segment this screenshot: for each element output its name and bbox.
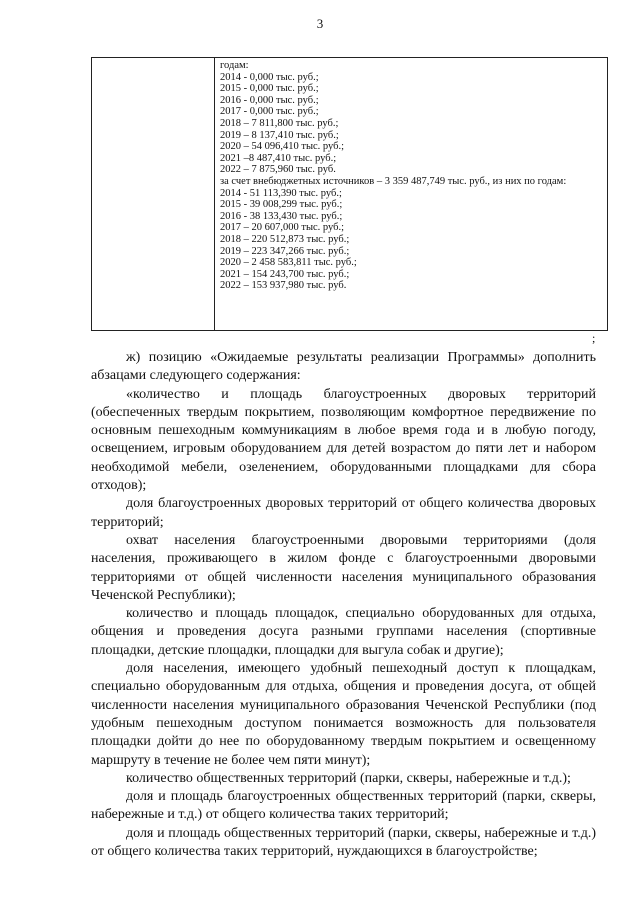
cell-line: 2016 - 38 133,430 тыс. руб.;: [220, 210, 343, 222]
trailing-semicolon: ;: [592, 331, 596, 345]
cell-line: 2015 - 39 008,299 тыс. руб.;: [220, 199, 343, 211]
cell-line: 2019 – 8 137,410 тыс. руб.;: [220, 129, 339, 141]
cell-line: 2016 - 0,000 тыс. руб.;: [220, 94, 319, 106]
cell-line: 2014 - 51 113,390 тыс. руб.;: [220, 187, 342, 199]
paragraph: доля благоустроенных дворовых территорий от общего количества дворовых территорий;: [91, 496, 596, 530]
paragraph: доля и площадь общественных территорий (парки, скверы, набережные и т.д.) от общего количества таких территорий, нуждающихся в благоустройстве;: [91, 825, 596, 860]
paragraph: «количество и площадь благоустроенных дворовых территорий (обеспеченных твердым покрытием, позволяющим комфортное передвижение по основным пешеходным коммуникациям в любое время года и в любую погоду, освещением, игровым оборудованием для детей возрастом до пяти лет и набором необходимой мебели, озеленением, оборудованными площадками для сбора отходов);: [91, 386, 596, 494]
cell-line: 2022 – 153 937,980 тыс. руб.: [220, 280, 347, 292]
paragraph: охват населения благоустроенными дворовыми территориями (доля населения, проживающего в жилом фонде с благоустроенными дворовыми территориями от общей численности населения муниципального образования Чеченской Республики);: [91, 532, 596, 603]
paragraph: доля и площадь благоустроенных общественных территорий (парки, скверы, набережные и т.д.) от общего количества таких территорий;: [91, 789, 596, 823]
cell-line: 2021 – 154 243,700 тыс. руб.;: [220, 268, 350, 280]
cell-line: 2017 – 20 607,000 тыс. руб.;: [220, 222, 345, 234]
cell-line: 2022 – 7 875,960 тыс. руб.: [220, 164, 336, 176]
cell-line: годам:: [220, 60, 249, 71]
page-number: 3: [316, 16, 324, 31]
cell-line: 2018 – 220 512,873 тыс. руб.;: [220, 233, 350, 245]
cell-line: 2020 – 2 458 583,811 тыс. руб.;: [220, 257, 357, 269]
cell-line: 2018 – 7 811,800 тыс. руб.;: [220, 117, 339, 129]
cell-line: 2021 –8 487,410 тыс. руб.;: [220, 152, 337, 164]
cell-line: 2020 – 54 096,410 тыс. руб.;: [220, 141, 345, 153]
cell-line-offbudget: за счет внебюджетных источников – 3 359 487,749 тыс. руб., из них по годам:: [220, 175, 567, 187]
paragraph: доля населения, имеющего удобный пешеходный доступ к площадкам, специально оборудованным для отдыха, общения и проведения досуга, от общей численности населения муниципального образования Чеченской Республики (под удобным пешеходным доступом понимается возможность для пользователя площадки дойти до нее по оборудованному твердым покрытием и освещенному маршруту в течение не более чем пяти минут);: [91, 661, 596, 768]
cell-line: 2019 – 223 347,266 тыс. руб.;: [220, 245, 350, 257]
paragraph: количество и площадь площадок, специально оборудованных для отдыха, общения и проведения досуга разными группами населения (спортивные площадки, детские площадки, площадки для выгула собак и другие);: [91, 606, 596, 658]
cell-line: 2014 - 0,000 тыс. руб.;: [220, 71, 319, 83]
document-body: [91, 349, 596, 861]
table-cell-funding: [220, 60, 605, 292]
program-table: [91, 57, 608, 331]
column-divider: [214, 58, 215, 330]
paragraph: ж) позицию «Ожидаемые результаты реализации Программы» дополнить абзацами следующего содержания:: [91, 350, 596, 384]
cell-line: 2017 - 0,000 тыс. руб.;: [220, 106, 319, 118]
cell-line: 2015 - 0,000 тыс. руб.;: [220, 83, 319, 95]
paragraph: количество общественных территорий (парки, скверы, набережные и т.д.);: [126, 770, 571, 786]
